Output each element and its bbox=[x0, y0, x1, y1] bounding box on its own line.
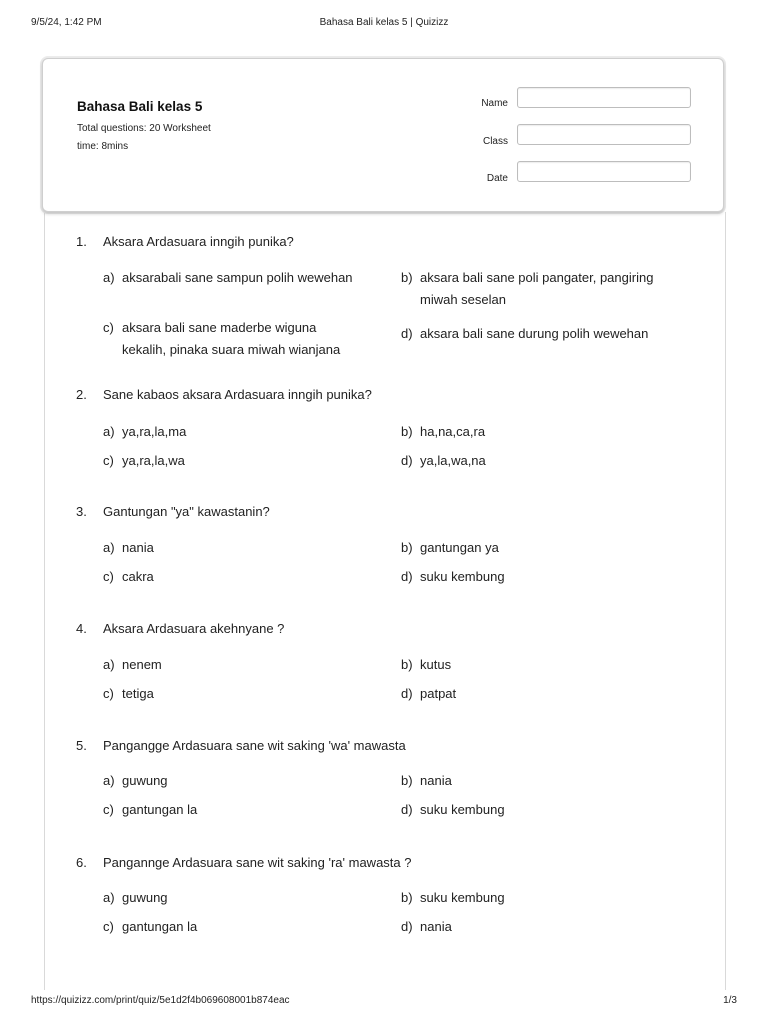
option-text: guwung bbox=[122, 890, 168, 905]
option-text: aksara bali sane maderbe wiguna bbox=[122, 320, 317, 335]
worksheet-header bbox=[42, 58, 724, 212]
option-text: aksara bali sane poli pangater, pangiring bbox=[420, 270, 654, 285]
question-text: Sane kabaos aksara Ardasuara inngih punika? bbox=[103, 387, 372, 402]
option-text: ya,la,wa,na bbox=[420, 453, 486, 468]
option-letter: d) bbox=[401, 802, 413, 817]
option-letter: c) bbox=[103, 453, 114, 468]
class-field[interactable] bbox=[517, 124, 691, 145]
option-letter: b) bbox=[401, 890, 413, 905]
question-number: 3. bbox=[76, 504, 87, 519]
print-datetime: 9/5/24, 1:42 PM bbox=[31, 17, 102, 28]
option-letter: d) bbox=[401, 919, 413, 934]
option-text: suku kembung bbox=[420, 569, 505, 584]
option-text: nania bbox=[420, 773, 452, 788]
question-text: Pangangge Ardasuara sane wit saking 'wa' mawasta bbox=[103, 738, 406, 753]
option-letter: b) bbox=[401, 773, 413, 788]
option-letter: d) bbox=[401, 569, 413, 584]
option-letter: b) bbox=[401, 657, 413, 672]
question-number: 2. bbox=[76, 387, 87, 402]
option-letter: a) bbox=[103, 773, 115, 788]
option-text: kutus bbox=[420, 657, 452, 672]
print-title: Bahasa Bali kelas 5 | Quizizz bbox=[319, 17, 449, 28]
option-text: gantungan la bbox=[122, 802, 198, 817]
question-number: 4. bbox=[76, 621, 87, 636]
option-letter: c) bbox=[103, 686, 114, 701]
option-letter: a) bbox=[103, 270, 115, 285]
name-label: Name bbox=[481, 98, 508, 109]
question-text: Aksara Ardasuara inngih punika? bbox=[103, 234, 294, 249]
question-text: Gantungan "ya" kawastanin? bbox=[103, 504, 270, 519]
option-letter: c) bbox=[103, 320, 114, 335]
option-text: guwung bbox=[122, 773, 168, 788]
option-letter: c) bbox=[103, 919, 114, 934]
option-text-line2: kekalih, pinaka suara miwah wianjana bbox=[122, 342, 341, 357]
option-letter: c) bbox=[103, 802, 114, 817]
option-letter: a) bbox=[103, 424, 115, 439]
option-text: tetiga bbox=[122, 686, 154, 701]
date-label: Date bbox=[486, 173, 508, 184]
page-indicator: 1/3 bbox=[723, 995, 737, 1006]
option-letter: c) bbox=[103, 569, 114, 584]
option-letter: a) bbox=[103, 890, 115, 905]
worksheet-time: time: 8mins bbox=[77, 141, 129, 152]
option-text: aksara bali sane durung polih wewehan bbox=[420, 326, 649, 341]
option-letter: b) bbox=[401, 540, 413, 555]
option-text: nania bbox=[420, 919, 452, 934]
question-text: Pangannge Ardasuara sane wit saking 'ra' mawasta ? bbox=[103, 855, 412, 870]
worksheet-title: Bahasa Bali kelas 5 bbox=[77, 99, 203, 114]
print-url: https://quizizz.com/print/quiz/5e1d2f4b069608001b874eac bbox=[31, 995, 290, 1006]
option-text: gantungan ya bbox=[420, 540, 499, 555]
option-text: aksarabali sane sampun polih wewehan bbox=[122, 270, 353, 285]
name-field[interactable] bbox=[517, 87, 691, 108]
option-letter: d) bbox=[401, 686, 413, 701]
question-text: Aksara Ardasuara akehnyane ? bbox=[103, 621, 285, 636]
option-text: ya,ra,la,ma bbox=[122, 424, 187, 439]
option-letter: a) bbox=[103, 540, 115, 555]
option-text: nania bbox=[122, 540, 154, 555]
option-text: ha,na,ca,ra bbox=[420, 424, 486, 439]
option-text: cakra bbox=[122, 569, 154, 584]
option-text-line2: miwah seselan bbox=[420, 292, 506, 307]
option-text: suku kembung bbox=[420, 890, 505, 905]
worksheet-total-questions: Total questions: 20 Worksheet bbox=[77, 123, 211, 134]
option-text: suku kembung bbox=[420, 802, 505, 817]
option-text: nenem bbox=[122, 657, 162, 672]
question-number: 5. bbox=[76, 738, 87, 753]
option-text: ya,ra,la,wa bbox=[122, 453, 185, 468]
class-label: Class bbox=[482, 136, 508, 147]
question-number: 6. bbox=[76, 855, 87, 870]
option-letter: d) bbox=[401, 326, 413, 341]
option-letter: d) bbox=[401, 453, 413, 468]
question-number: 1. bbox=[76, 234, 87, 249]
date-field[interactable] bbox=[517, 161, 691, 182]
option-text: patpat bbox=[420, 686, 457, 701]
option-letter: a) bbox=[103, 657, 115, 672]
option-letter: b) bbox=[401, 424, 413, 439]
option-text: gantungan la bbox=[122, 919, 198, 934]
option-letter: b) bbox=[401, 270, 413, 285]
